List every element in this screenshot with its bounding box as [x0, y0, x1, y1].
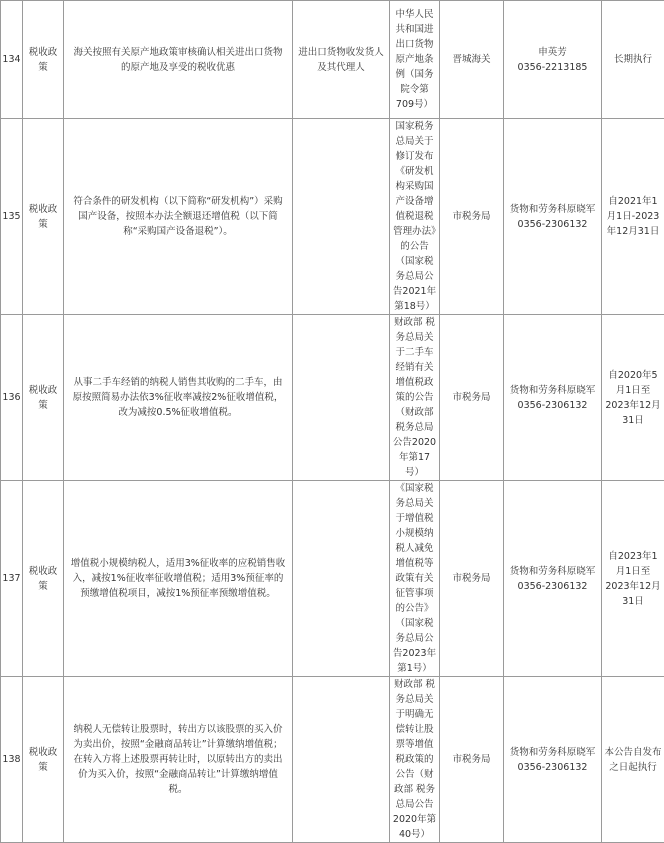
contact-phone: 0356-2306132	[506, 398, 599, 413]
policy-validity: 自2020年5月1日至2023年12月31日	[602, 315, 664, 481]
policy-department: 晋城海关	[440, 1, 504, 119]
policy-category: 税收政策	[23, 315, 64, 481]
table-row	[1, 315, 664, 481]
policy-category: 税收政策	[23, 119, 64, 315]
contact-name: 货物和劳务科原晓军	[506, 383, 599, 398]
policy-department: 市税务局	[440, 677, 504, 843]
contact-phone: 0356-2213185	[506, 60, 599, 75]
policy-basis: 财政部 税务总局关于明确无偿转让股票等增值税政策的公告（财政部 税务总局公告2020年第40号）	[390, 677, 440, 843]
policy-category: 税收政策	[23, 1, 64, 119]
policy-target: 进出口货物收发货人及其代理人	[293, 1, 390, 119]
policy-description: 增值税小规模纳税人，适用3%征收率的应税销售收入，减按1%征收率征收增值税；适用3%预征率的预缴增值税项目，减按1%预征率预缴增值税。	[64, 481, 293, 677]
policy-target	[293, 481, 390, 677]
policy-category: 税收政策	[23, 677, 64, 843]
policy-description: 从事二手车经销的纳税人销售其收购的二手车，由原按照简易办法依3%征收率减按2%征收增值税，改为减按0.5%征收增值税。	[64, 315, 293, 481]
policy-basis: 财政部 税务总局关于二手车经销有关增值税政策的公告（财政部 税务总局公告2020年第17号）	[390, 315, 440, 481]
contact-phone: 0356-2306132	[506, 760, 599, 775]
contact-name: 货物和劳务科原晓军	[506, 564, 599, 579]
contact-phone: 0356-2306132	[506, 579, 599, 594]
row-number: 134	[1, 1, 23, 119]
row-number: 138	[1, 677, 23, 843]
policy-department: 市税务局	[440, 315, 504, 481]
policy-description: 纳税人无偿转让股票时，转出方以该股票的买入价为卖出价，按照“金融商品转让”计算缴纳增值税；在转入方将上述股票再转让时，以原转出方的卖出价为买入价，按照“金融商品转让”计算缴纳增值税。	[64, 677, 293, 843]
policy-contact	[504, 119, 602, 315]
table-row	[1, 481, 664, 677]
policy-basis: 国家税务总局关于修订发布《研发机构采购国产设备增值税退税管理办法》的公告（国家税务总局公告2021年第18号）	[390, 119, 440, 315]
policy-category: 税收政策	[23, 481, 64, 677]
policy-contact	[504, 481, 602, 677]
contact-phone: 0356-2306132	[506, 217, 599, 232]
row-number: 136	[1, 315, 23, 481]
policy-validity: 本公告自发布之日起执行	[602, 677, 664, 843]
policy-target	[293, 677, 390, 843]
contact-name: 货物和劳务科原晓军	[506, 745, 599, 760]
policy-target	[293, 119, 390, 315]
policy-department: 市税务局	[440, 481, 504, 677]
policy-basis: 《国家税务总局关于增值税小规模纳税人减免增值税等政策有关征管事项的公告》（国家税务总局公告2023年第1号）	[390, 481, 440, 677]
policy-contact	[504, 1, 602, 119]
table-row	[1, 1, 664, 119]
contact-name: 货物和劳务科原晓军	[506, 202, 599, 217]
row-number: 135	[1, 119, 23, 315]
policy-basis: 中华人民共和国进出口货物原产地条例（国务院令第709号）	[390, 1, 440, 119]
table-row	[1, 119, 664, 315]
table-row	[1, 677, 664, 843]
policy-validity: 自2023年1月1日至2023年12月31日	[602, 481, 664, 677]
policy-description: 海关按照有关原产地政策审核确认相关进出口货物的原产地及享受的税收优惠	[64, 1, 293, 119]
row-number: 137	[1, 481, 23, 677]
policy-contact	[504, 315, 602, 481]
policy-validity: 长期执行	[602, 1, 664, 119]
policy-validity: 自2021年1月1日-2023年12月31日	[602, 119, 664, 315]
contact-name: 申英芳	[506, 45, 599, 60]
policy-description: 符合条件的研发机构（以下简称“研发机构”）采购国产设备，按照本办法全额退还增值税（以下简称“采购国产设备退税”）。	[64, 119, 293, 315]
policy-target	[293, 315, 390, 481]
policy-contact	[504, 677, 602, 843]
policy-department: 市税务局	[440, 119, 504, 315]
